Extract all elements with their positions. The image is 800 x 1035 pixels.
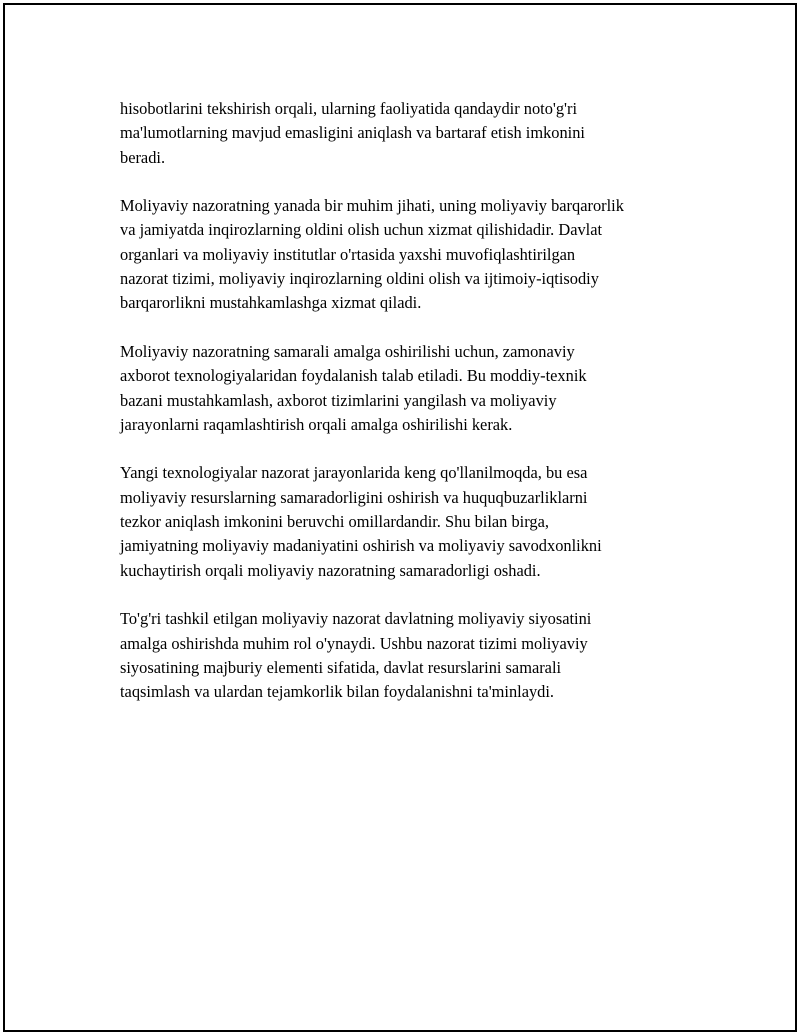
paragraph-1 <box>120 97 720 170</box>
text-line: moliyaviy resurslarning samaradorligini oshirish va huquqbuzarliklarni <box>120 487 588 507</box>
text-line: beradi. <box>120 147 166 167</box>
text-line: Yangi texnologiyalar nazorat jarayonlarida keng qo'llanilmoqda, bu esa <box>120 463 588 483</box>
text-line: nazorat tizimi, moliyaviy inqirozlarning oldini olish va ijtimoiy-iqtisodiy <box>120 269 599 289</box>
text-line: taqsimlash va ulardan tejamkorlik bilan foydalanishni ta'minlaydi. <box>120 682 555 702</box>
paragraph-5 <box>120 607 720 704</box>
text-line: va jamiyatda inqirozlarning oldini olish uchun xizmat qilishidadir. Davlat <box>120 220 603 240</box>
text-line: barqarorlikni mustahkamlashga xizmat qiladi. <box>120 293 422 313</box>
paragraph-2 <box>120 194 720 315</box>
text-line: hisobotlarini tekshirish orqali, ularning faoliyatida qandaydir noto'g'ri <box>120 99 578 118</box>
text-line: jamiyatning moliyaviy madaniyatini oshirish va moliyaviy savodxonlikni <box>120 536 602 556</box>
text-line: Moliyaviy nazoratning yanada bir muhim jihati, uning moliyaviy barqarorlik <box>120 196 624 216</box>
text-line: amalga oshirishda muhim rol o'ynaydi. Ushbu nazorat tizimi moliyaviy <box>120 633 588 653</box>
text-line: jarayonlarni raqamlashtirish orqali amalga oshirilishi kerak. <box>120 414 513 434</box>
text-line: tezkor aniqlash imkonini beruvchi omillardandir. Shu bilan birga, <box>120 512 549 532</box>
page-frame <box>3 3 797 1032</box>
text-line: kuchaytirish orqali moliyaviy nazoratning samaradorligi oshadi. <box>120 560 541 580</box>
paragraph-4 <box>120 461 720 582</box>
text-line: axborot texnologiyalaridan foydalanish talab etiladi. Bu moddiy-texnik <box>120 366 587 386</box>
text-line: bazani mustahkamlash, axborot tizimlarini yangilash va moliyaviy <box>120 390 557 410</box>
text-line: organlari va moliyaviy institutlar o'rtasida yaxshi muvofiqlashtirilgan <box>120 244 576 264</box>
paragraph-3 <box>120 340 720 437</box>
document-body <box>120 97 720 729</box>
text-line: ma'lumotlarning mavjud emasligini aniqlash va bartaraf etish imkonini <box>120 123 585 143</box>
text-line: siyosatining majburiy elementi sifatida, davlat resurslarini samarali <box>120 657 562 677</box>
text-line: Moliyaviy nazoratning samarali amalga oshirilishi uchun, zamonaviy <box>120 341 575 361</box>
text-line: To'g'ri tashkil etilgan moliyaviy nazorat davlatning moliyaviy siyosatini <box>120 609 592 629</box>
